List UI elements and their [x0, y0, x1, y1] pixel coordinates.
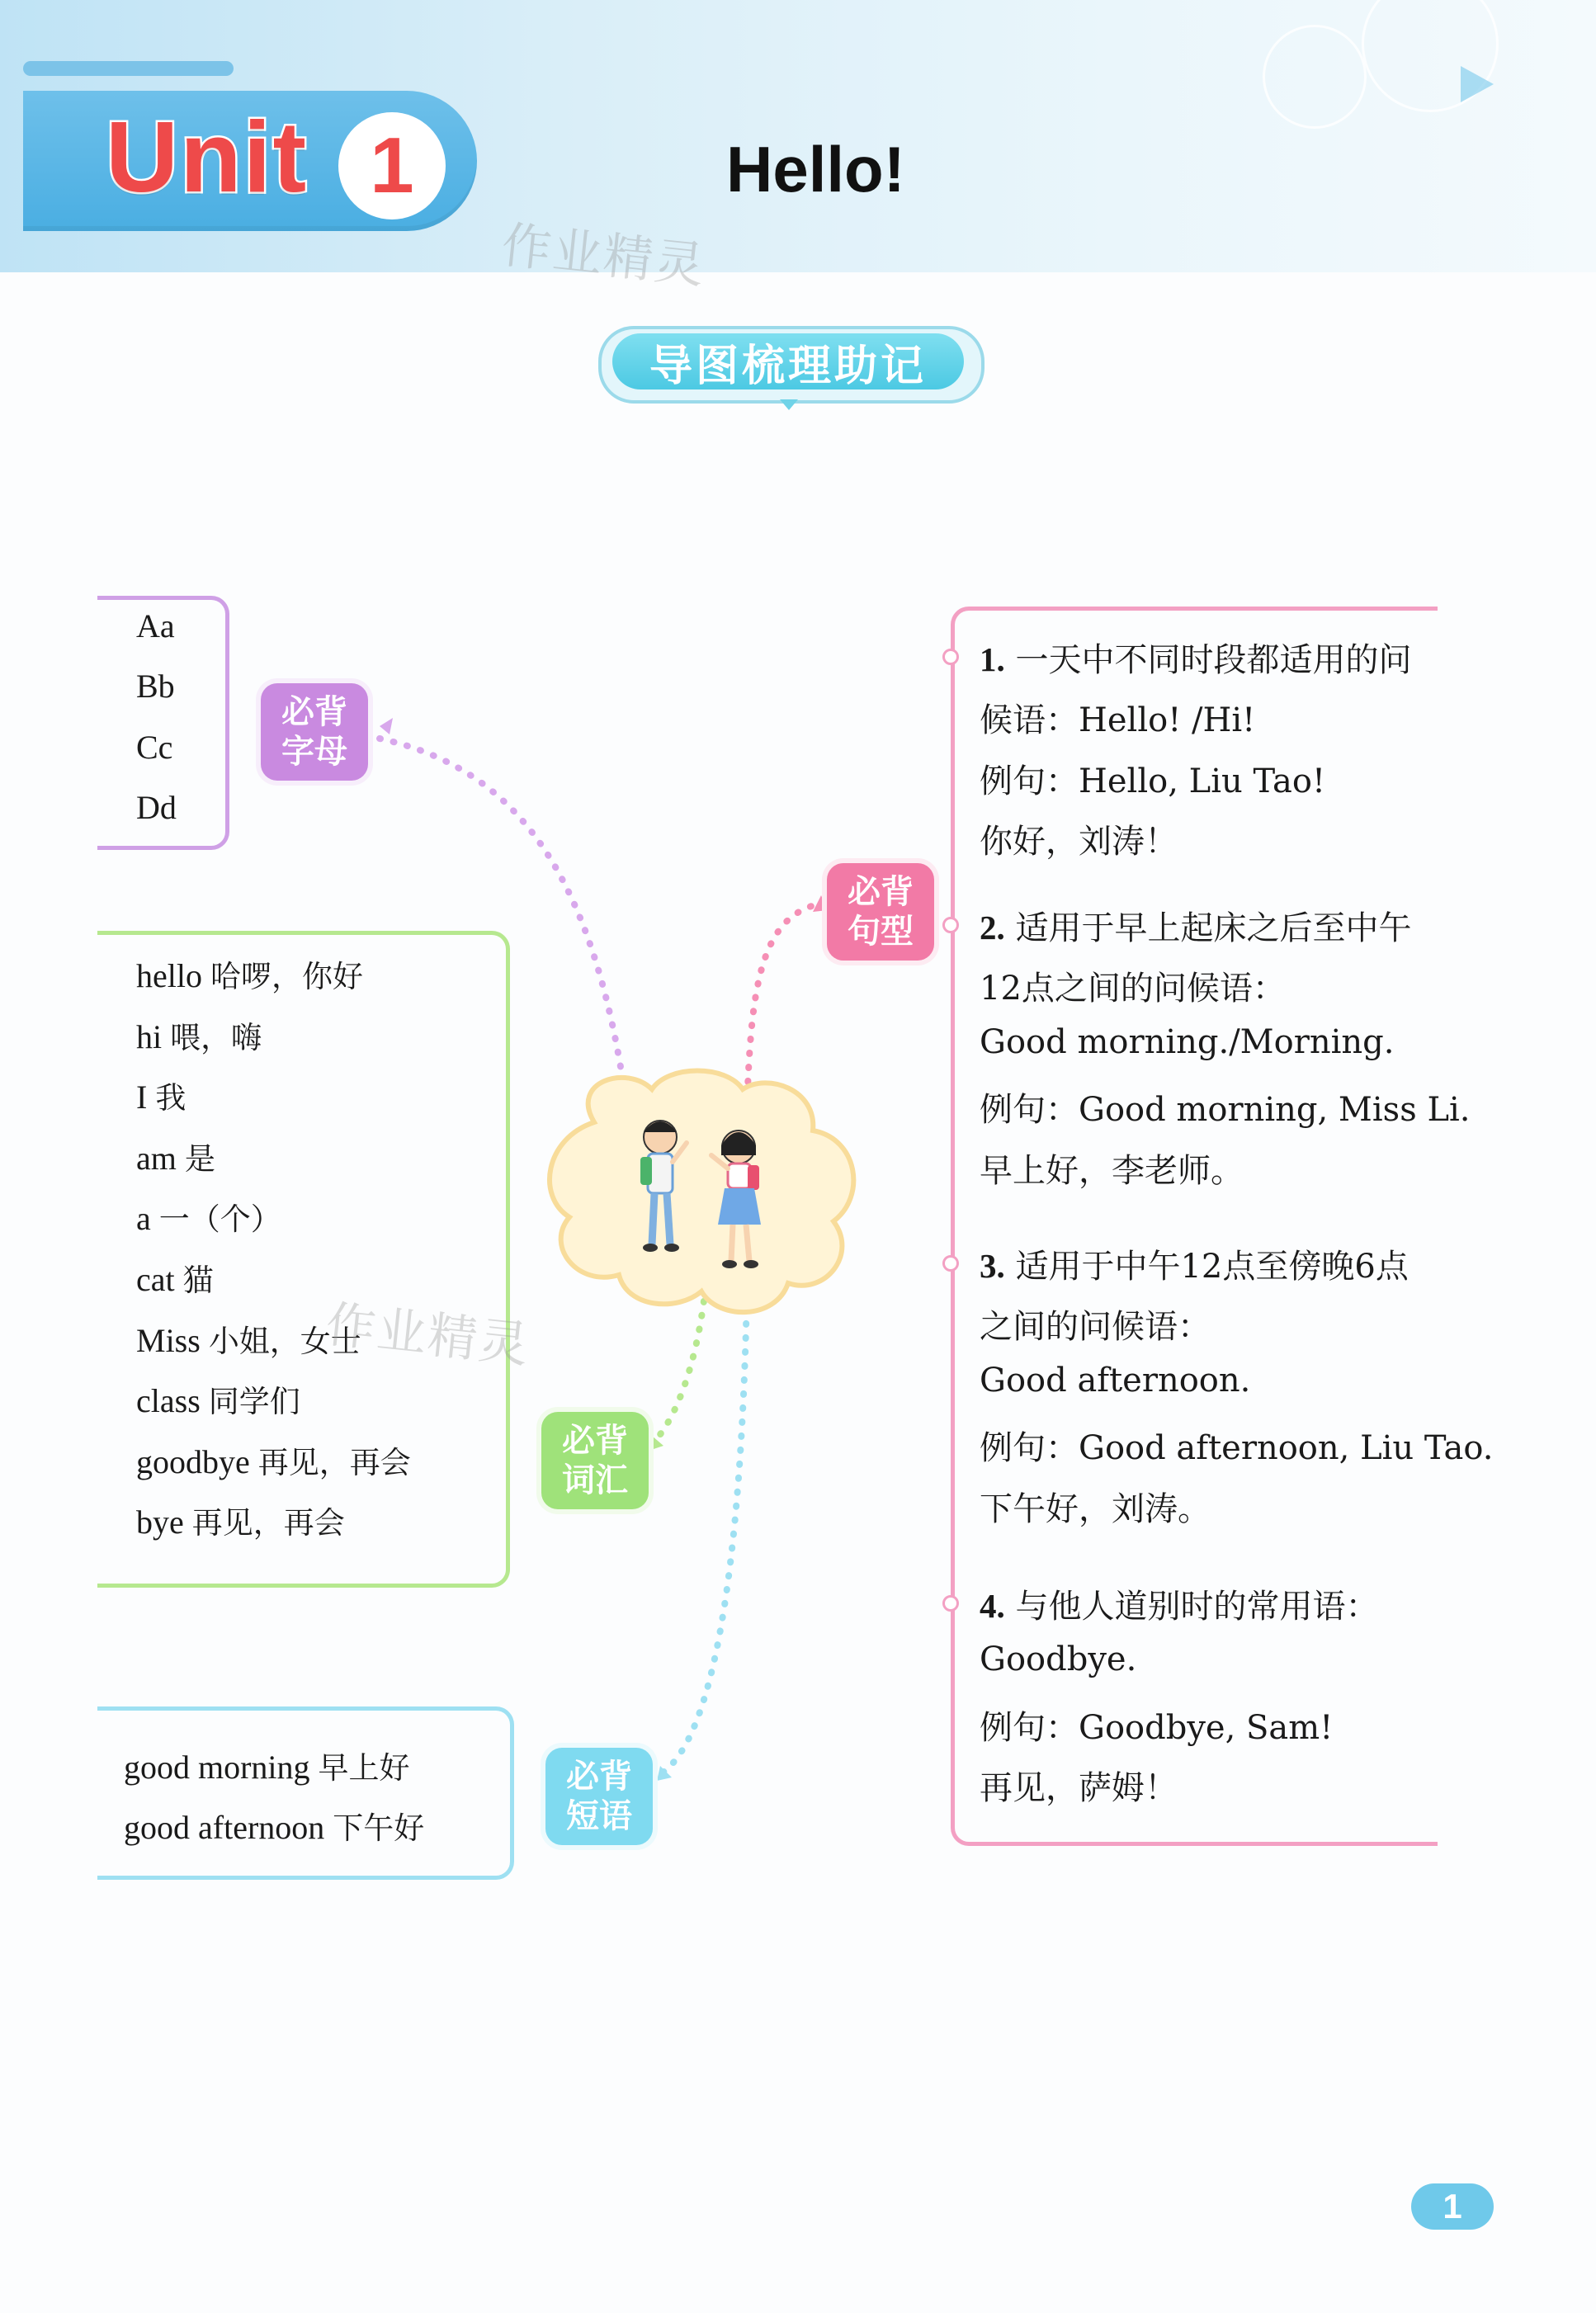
unit-number: 1 — [338, 112, 446, 219]
phrase-en: good morning — [124, 1749, 310, 1786]
letter-item: Aa — [136, 607, 175, 644]
letter-item: Cc — [136, 729, 173, 766]
sentence-text: 候语：Hello! /Hi! — [980, 701, 1256, 739]
vocab-badge — [536, 1407, 654, 1514]
vocab-en: class — [136, 1382, 201, 1419]
sentence-text: Good afternoon. — [980, 1362, 1251, 1400]
vocab-en: hi — [136, 1018, 163, 1055]
vocab-item — [136, 1194, 281, 1239]
cloud-illustration — [550, 1071, 853, 1313]
sentence-text: Goodbye. — [980, 1640, 1137, 1678]
badge-line: 句型 — [848, 913, 914, 951]
sentence-number: 2. — [980, 909, 1005, 946]
vocab-item — [136, 1498, 345, 1542]
badge-line: 短语 — [566, 1797, 632, 1835]
sentence-line — [980, 1580, 1378, 1627]
page-title: Hello! — [726, 133, 905, 205]
sentence-number: 3. — [980, 1247, 1005, 1285]
letter-item: Bb — [136, 668, 175, 705]
page-number: 1 — [1411, 2183, 1494, 2230]
vocab-cn: 一（个） — [158, 1201, 281, 1237]
sentence-line — [980, 902, 1411, 949]
badge-line: 必背 — [281, 693, 347, 731]
letter-item: Dd — [136, 789, 177, 826]
vocab-item — [136, 1376, 300, 1421]
phrase-cn: 早上好 — [318, 1750, 410, 1786]
sentence-line — [980, 815, 1178, 862]
sentence-line — [980, 1640, 1136, 1678]
sentence-line — [980, 755, 1325, 802]
phrases-badge — [541, 1743, 658, 1850]
sentence-text: 早上好，李老师。 — [980, 1152, 1244, 1190]
sentence-text: 你好，刘涛！ — [980, 823, 1178, 861]
sentences-badge — [822, 858, 939, 965]
vocab-cn: 再见，再会 — [191, 1505, 345, 1541]
phrase-item — [124, 1803, 424, 1848]
sentence-text: 12点之间的问候语： — [980, 970, 1286, 1008]
sentence-line — [980, 1762, 1178, 1809]
sentence-line — [980, 962, 1286, 1009]
badge-line: 字母 — [281, 733, 347, 771]
phrases-box — [97, 1706, 514, 1880]
sentence-text: 适用于早上起床之后至中午 — [1015, 909, 1412, 947]
sentence-line — [980, 1023, 1394, 1061]
vocab-en: a — [136, 1200, 151, 1237]
watermark-logo: 作业精灵 — [323, 1296, 533, 1375]
connector-phrases — [660, 1296, 747, 1774]
sentence-text: 与他人道别时的常用语： — [1015, 1588, 1379, 1626]
sentence-text: Good morning./Morning. — [980, 1023, 1395, 1061]
vocab-en: goodbye — [136, 1443, 250, 1480]
sentence-line — [980, 1145, 1244, 1192]
sentence-text: 一天中不同时段都适用的问 — [1015, 641, 1412, 679]
sentence-line — [980, 1300, 1211, 1348]
vocab-en: bye — [136, 1503, 184, 1541]
vocab-en: cat — [136, 1261, 175, 1298]
sentence-line — [980, 694, 1255, 741]
phrase-cn: 下午好 — [333, 1810, 425, 1846]
watermark-logo: 作业精灵 — [498, 216, 709, 295]
sentence-number: 1. — [980, 640, 1005, 678]
vocab-item — [136, 1013, 262, 1057]
badge-line: 必背 — [562, 1422, 628, 1460]
sentence-line — [980, 1362, 1250, 1400]
unit-label: Unit — [106, 101, 309, 213]
vocab-item — [136, 1255, 214, 1300]
sentence-line — [980, 1483, 1211, 1530]
sentence-line — [980, 1702, 1333, 1749]
sentence-text: 适用于中午12点至傍晚6点 — [1015, 1248, 1409, 1286]
sentence-line — [980, 1083, 1471, 1131]
sentence-line — [980, 634, 1411, 681]
sentence-text: 例句：Good afternoon, Liu Tao. — [980, 1429, 1494, 1467]
vocab-cn: 小姐，女士 — [208, 1324, 361, 1359]
badge-line: 必背 — [566, 1758, 632, 1796]
vocab-cn: 哈啰，你好 — [210, 959, 363, 994]
vocab-item — [136, 1437, 411, 1482]
sentence-bullet — [942, 649, 959, 665]
vocab-en: hello — [136, 957, 202, 994]
vocab-item — [136, 1134, 215, 1178]
connector-vocab — [652, 1287, 706, 1444]
sentence-text: 例句：Goodbye, Sam! — [980, 1709, 1334, 1747]
sentence-number: 4. — [980, 1587, 1005, 1625]
phrase-item — [124, 1743, 410, 1787]
vocab-cn: 我 — [155, 1080, 187, 1116]
vocab-cn: 是 — [184, 1141, 215, 1177]
sentence-text: 例句：Good morning, Miss Li. — [980, 1091, 1471, 1129]
badge-line: 词汇 — [562, 1461, 628, 1499]
vocab-item — [136, 951, 363, 996]
sentence-text: 例句：Hello, Liu Tao! — [980, 762, 1326, 800]
vocab-cn: 猫 — [182, 1263, 214, 1298]
sentence-text: 再见，萨姆！ — [980, 1769, 1178, 1807]
vocab-cn: 再见，再会 — [257, 1445, 411, 1480]
badge-line: 必背 — [848, 873, 914, 911]
sentence-text: 下午好，刘涛。 — [980, 1490, 1211, 1528]
vocab-en: I — [136, 1079, 148, 1116]
phrase-en: good afternoon — [124, 1809, 325, 1846]
sentence-line — [980, 1240, 1409, 1287]
vocab-en: Miss — [136, 1322, 201, 1359]
vocab-item — [136, 1073, 186, 1117]
sentence-bullet — [942, 1595, 959, 1612]
letters-badge — [256, 678, 373, 786]
connector-sentences — [747, 904, 821, 1110]
sentence-text: 之间的问候语： — [980, 1308, 1211, 1346]
vocab-en: am — [136, 1140, 177, 1177]
sentence-bullet — [942, 1255, 959, 1272]
sentence-bullet — [942, 917, 959, 933]
vocab-cn: 同学们 — [208, 1384, 300, 1419]
sentence-line — [980, 1422, 1493, 1469]
vocab-cn: 喂，嗨 — [170, 1020, 262, 1055]
section-title: 导图梳理助记 — [612, 333, 964, 389]
